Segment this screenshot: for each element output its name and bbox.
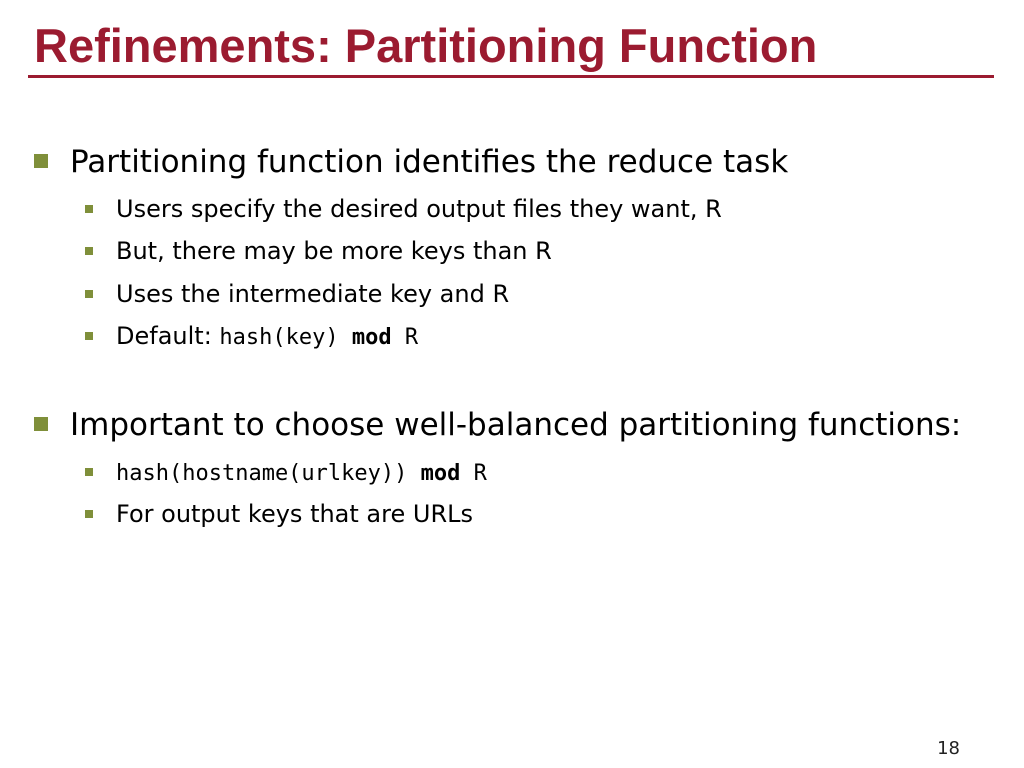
code-hash-hostname: hash(hostname(urlkey)) — [116, 461, 421, 486]
sub-bullet-text: For output keys that are URLs — [116, 500, 473, 528]
sub-bullet-text: But, there may be more keys than R — [116, 237, 552, 265]
code-mod-keyword: mod — [351, 325, 392, 350]
square-bullet-icon — [85, 290, 93, 298]
bullet-well-balanced — [34, 405, 961, 445]
square-bullet-icon — [85, 205, 93, 213]
square-bullet-icon — [85, 510, 93, 518]
square-bullet-icon — [85, 332, 93, 340]
square-bullet-icon — [34, 154, 48, 168]
sub-bullet-text: Users specify the desired output files they want, R — [116, 195, 722, 223]
bullet-text: Important to choose well-balanced partitioning functions: — [70, 407, 962, 443]
sub-bullet-line — [116, 456, 487, 490]
default-label: Default: — [116, 322, 220, 350]
sub-bullet-more-keys — [85, 235, 552, 267]
sub-bullet-intermediate-key — [85, 278, 509, 310]
title-underline — [28, 75, 994, 78]
sub-bullet-default — [85, 320, 418, 354]
bullet-partitioning-function — [34, 142, 788, 182]
code-r: R — [460, 461, 487, 486]
bullet-text: Partitioning function identifies the reduce task — [70, 144, 789, 180]
sub-bullet-text: Uses the intermediate key and R — [116, 280, 510, 308]
sub-bullet-line — [116, 320, 418, 354]
page-number: 18 — [937, 738, 960, 759]
square-bullet-icon — [34, 417, 48, 431]
code-hash-key: hash(key) — [219, 325, 352, 350]
code-r: R — [391, 325, 419, 350]
sub-bullet-users-specify — [85, 193, 722, 225]
slide-title: Refinements: Partitioning Function — [34, 19, 818, 72]
square-bullet-icon — [85, 468, 93, 476]
sub-bullet-hash-hostname — [85, 456, 487, 490]
code-mod-keyword: mod — [420, 461, 461, 486]
square-bullet-icon — [85, 247, 93, 255]
sub-bullet-urls — [85, 498, 473, 530]
